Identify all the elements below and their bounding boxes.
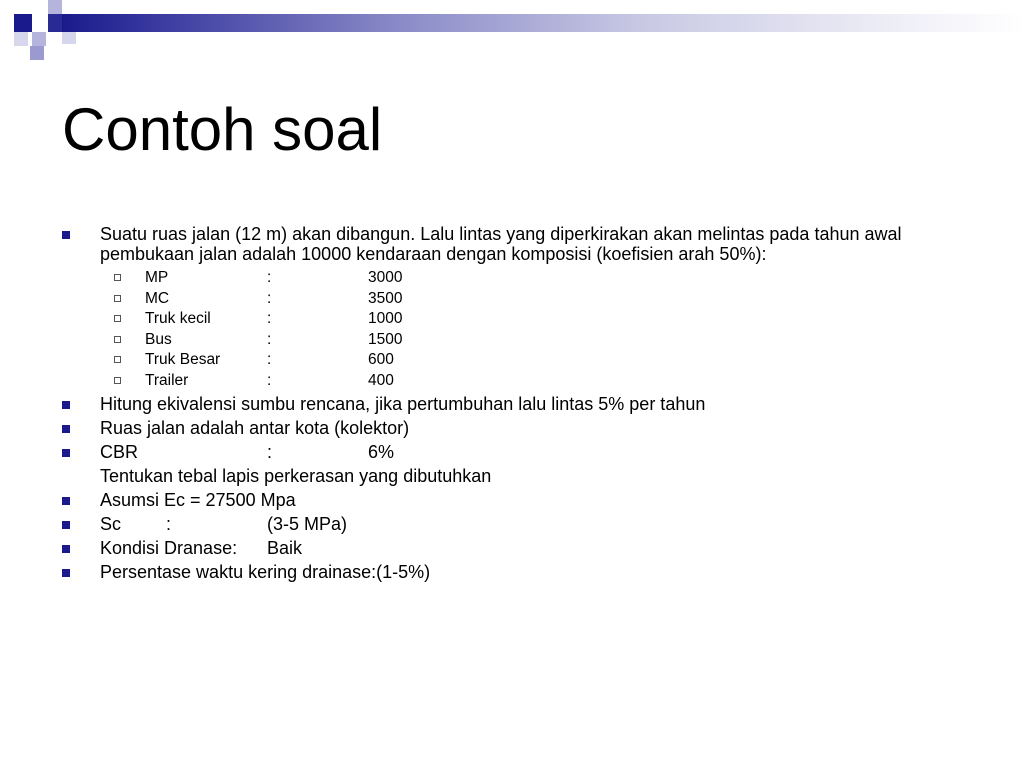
hitung-text: Hitung ekivalensi sumbu rencana, jika pertumbuhan lalu lintas 5% per tahun	[100, 394, 706, 414]
tentukan-line	[62, 466, 962, 486]
vehicle-name: Truk Besar	[145, 351, 221, 368]
decor-square	[32, 32, 46, 46]
square-bullet-icon	[62, 545, 70, 553]
bullet-intro	[62, 224, 962, 264]
slide-body	[62, 224, 962, 586]
square-bullet-icon	[62, 569, 70, 577]
hollow-square-bullet-icon	[114, 377, 121, 384]
persentase-text: Persentase waktu kering drainase:(1-5%)	[100, 562, 431, 582]
cbr-value: 6%	[368, 442, 395, 462]
vehicle-name: MP	[145, 269, 169, 286]
decor-square	[48, 14, 62, 32]
vehicle-sep: :	[267, 351, 272, 368]
sc-value: (3-5 MPa)	[267, 514, 348, 534]
sc-sep: :	[166, 514, 172, 534]
bullet-sc	[62, 514, 962, 534]
decor-square	[30, 46, 44, 60]
vehicle-sep: :	[267, 330, 272, 348]
square-bullet-icon	[62, 521, 70, 529]
square-bullet-icon	[62, 449, 70, 457]
vehicle-sep: :	[267, 371, 272, 389]
ruas-text: Ruas jalan adalah antar kota (kolektor)	[100, 418, 410, 438]
decor-square	[48, 0, 62, 14]
bullet-kondisi	[62, 538, 962, 558]
square-bullet-icon	[62, 231, 70, 239]
bullet-ruas	[62, 418, 962, 438]
decor-square	[14, 14, 32, 32]
decor-square	[62, 32, 76, 44]
square-bullet-icon	[62, 401, 70, 409]
vehicle-value: 1000	[368, 310, 403, 327]
list-item	[62, 371, 962, 392]
slide-title: Contoh soal	[62, 96, 383, 163]
vehicle-name: Trailer	[145, 371, 189, 389]
vehicle-value: 600	[368, 351, 394, 368]
hollow-square-bullet-icon	[114, 336, 121, 343]
vehicle-name: Truk kecil	[145, 310, 211, 327]
hollow-square-bullet-icon	[114, 315, 121, 322]
tentukan-text: Tentukan tebal lapis perkerasan yang dibutuhkan	[100, 466, 492, 486]
decor-square	[14, 32, 28, 46]
square-bullet-icon	[62, 497, 70, 505]
vehicle-value: 400	[368, 371, 394, 389]
cbr-label: CBR	[100, 442, 139, 462]
header-gradient-band	[62, 14, 1024, 32]
hollow-square-bullet-icon	[114, 295, 121, 302]
vehicle-sep: :	[267, 289, 272, 307]
intro-text: Suatu ruas jalan (12 m) akan dibangun. Lalu lintas yang diperkirakan akan melintas pada tahun awal pembukaan jalan adalah 10000 kendaraan dengan komposisi (koefisien arah 50%):	[100, 224, 902, 264]
list-item	[62, 350, 962, 371]
list-item	[62, 268, 962, 289]
hollow-square-bullet-icon	[114, 274, 121, 281]
hollow-square-bullet-icon	[114, 356, 121, 363]
bullet-cbr	[62, 442, 962, 462]
bullet-persentase	[62, 562, 962, 582]
vehicle-composition-list	[62, 268, 962, 391]
list-item	[62, 309, 962, 330]
vehicle-value: 1500	[368, 330, 403, 348]
cbr-sep: :	[267, 442, 273, 462]
bullet-asumsi	[62, 490, 962, 510]
vehicle-value: 3000	[368, 269, 403, 286]
vehicle-name: MC	[145, 289, 170, 307]
list-item	[62, 330, 962, 351]
square-bullet-icon	[62, 425, 70, 433]
bullet-hitung	[62, 394, 962, 414]
kondisi-value: Baik	[267, 538, 303, 558]
vehicle-sep: :	[267, 310, 272, 327]
kondisi-label: Kondisi Dranase:	[100, 538, 238, 558]
sc-label: Sc	[100, 514, 122, 534]
list-item	[62, 289, 962, 310]
vehicle-name: Bus	[145, 330, 172, 348]
asumsi-text: Asumsi Ec = 27500 Mpa	[100, 490, 296, 510]
vehicle-value: 3500	[368, 289, 403, 307]
decor-square	[32, 14, 46, 32]
vehicle-sep: :	[267, 269, 272, 286]
